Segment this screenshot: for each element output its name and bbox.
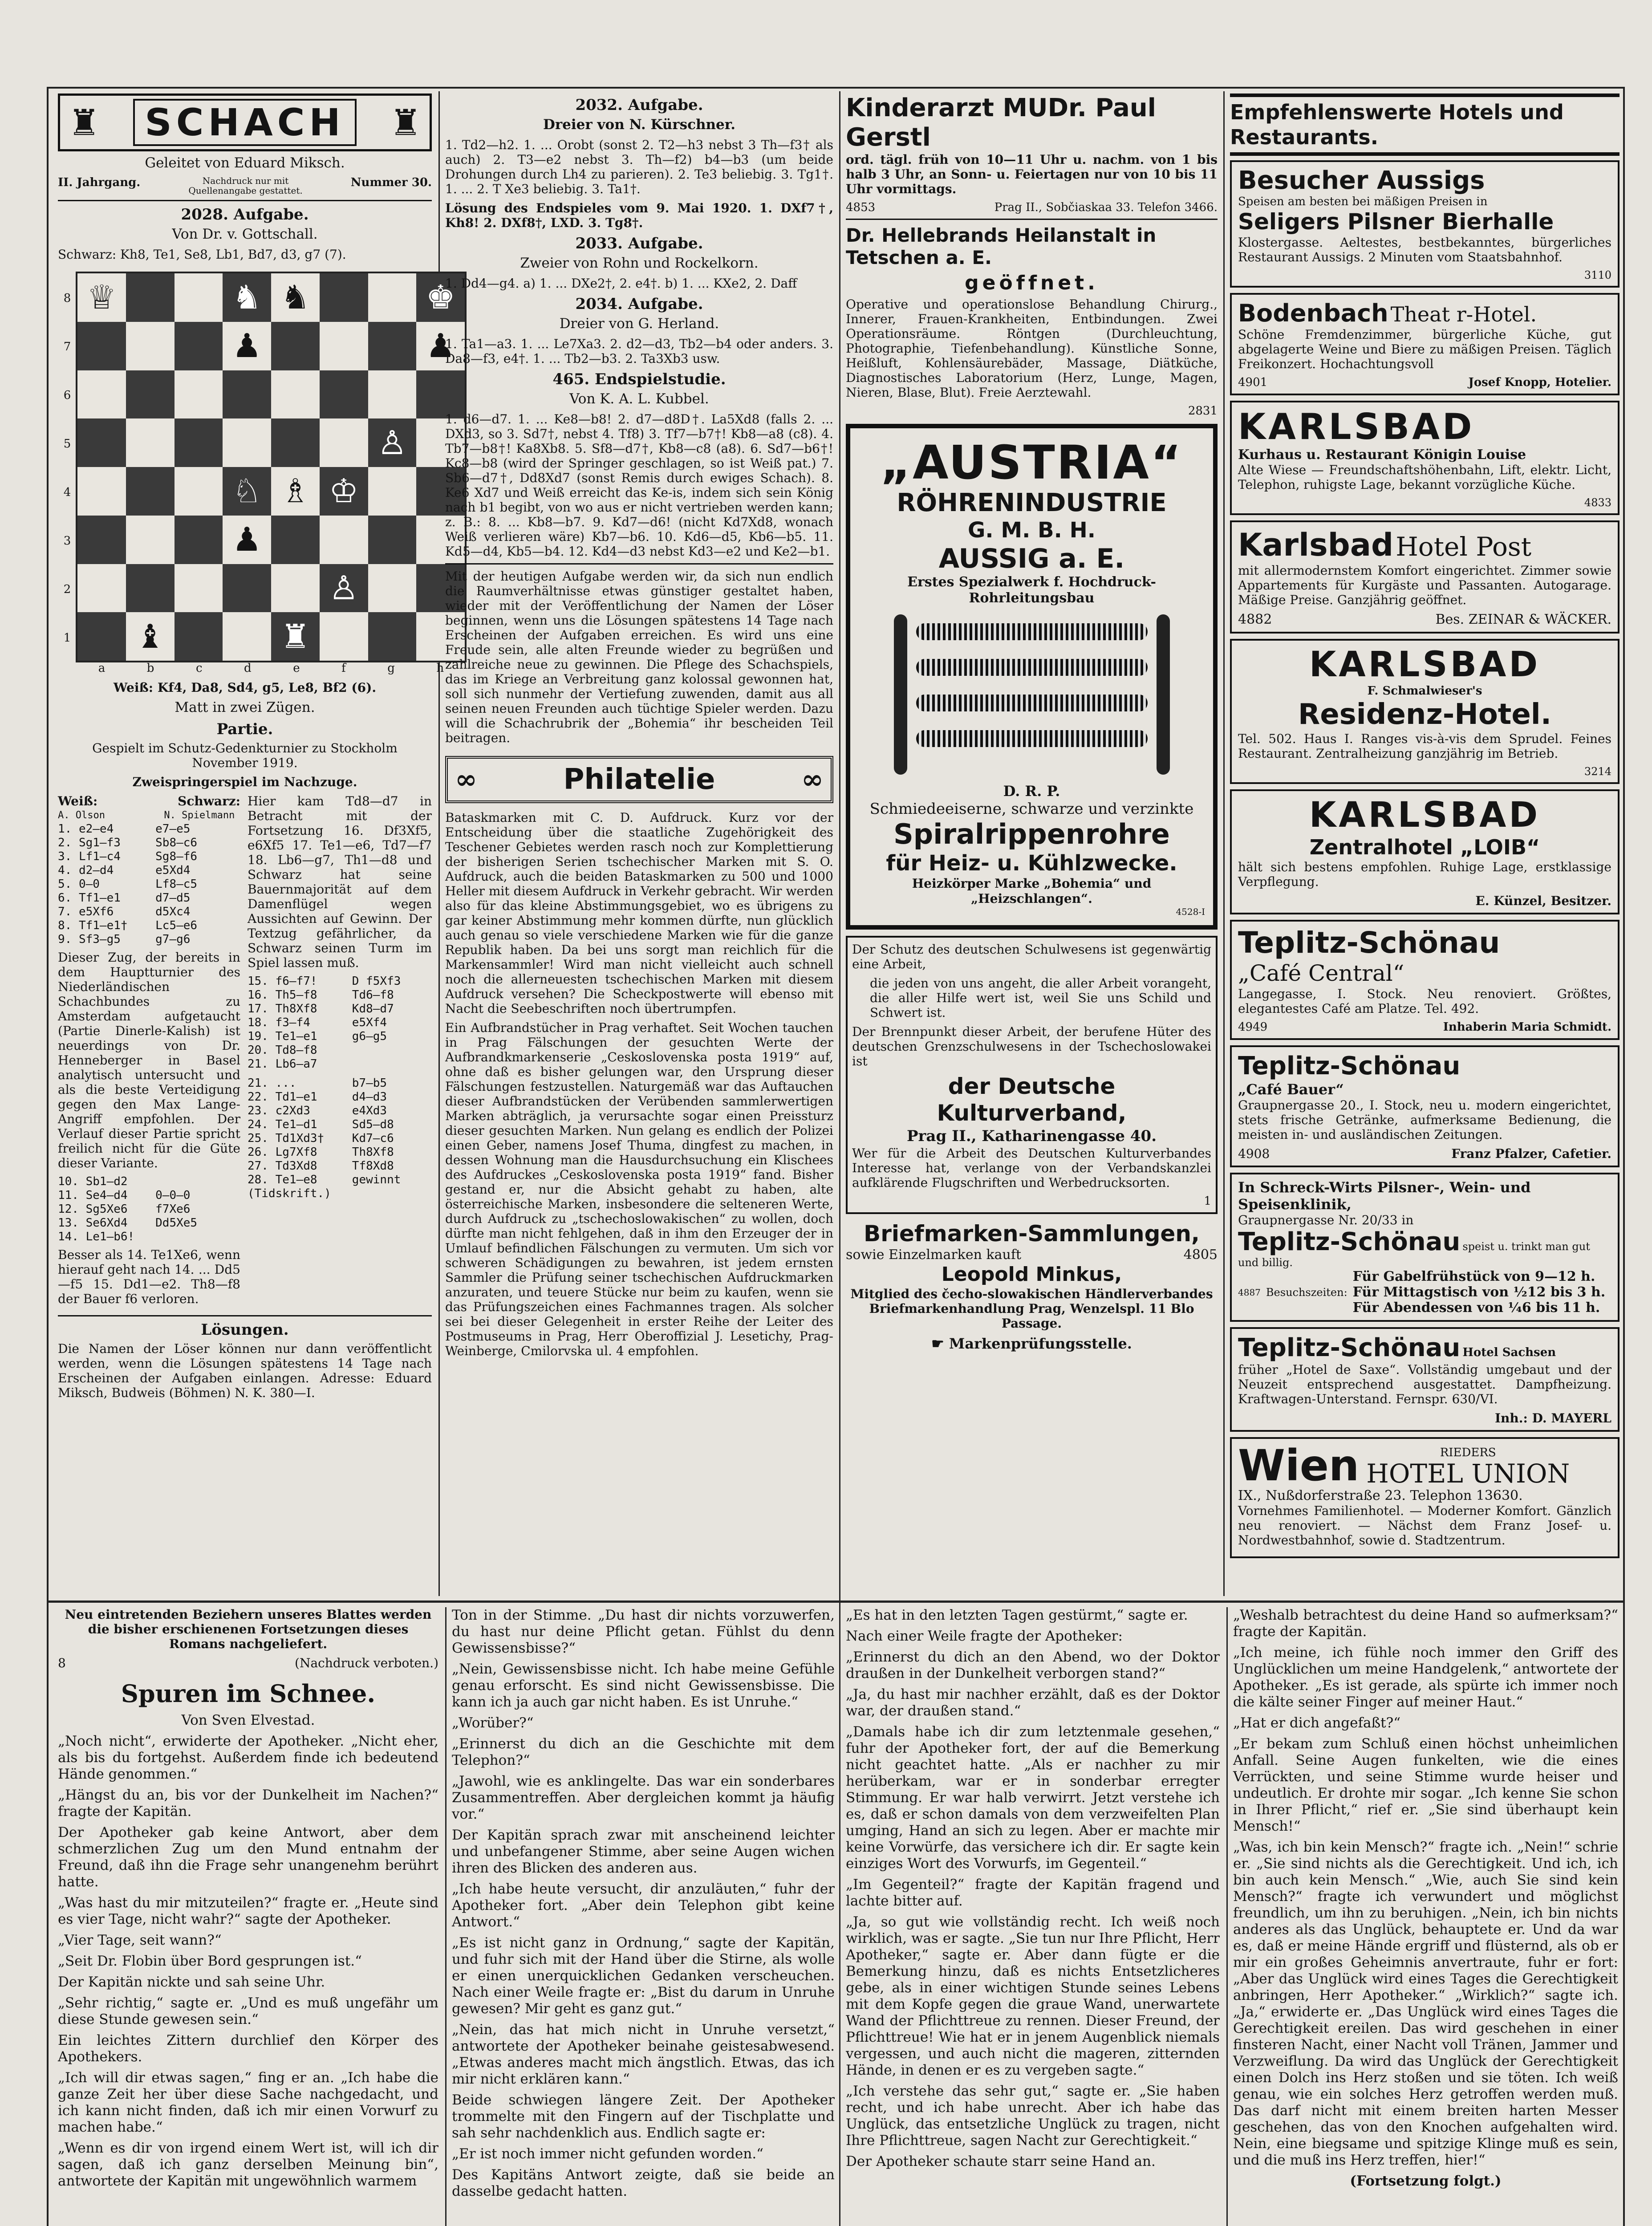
board-square <box>77 612 126 661</box>
board-square <box>126 418 175 467</box>
white-knight-icon: ♘ <box>232 472 262 511</box>
loesungen-text: Die Namen der Löser können nur dann veröffentlicht werden, wenn die Lösungen spätestens 14 Tage nach Erscheinen der Aufgaben einlangen. Adresse: Eduard Miksch, Budweis (Böhmen) N. K. 380—I. <box>58 1341 432 1400</box>
board-square <box>77 467 126 516</box>
rank-label: 5 <box>63 437 71 451</box>
rank-label: 3 <box>63 534 71 548</box>
novel-col-1 <box>58 1607 438 2226</box>
hotel-ad-schreck: In Schreck-Wirts Pilsner-, Wein- und Speisenklinik, Graupnergasse Nr. 20/33 in Teplitz-Schönau speist u. trinkt man gut und billig. 4887 Besuchszeiten: Für Gabelfrühstück von 9—12 h. Für Mittagstisch von ½12 bis 3 h. Für Abendessen von ¼6 bis 11 h. <box>1230 1173 1620 1322</box>
board-square <box>126 370 175 419</box>
partie-columns <box>58 794 432 1311</box>
novel-paragraph: „Ich habe heute versucht, dir anzuläuten,“ fuhr der Apotheker fort. „Aber dein Telephon gibt keine Antwort.“ <box>452 1881 835 1930</box>
problem-title: 2034. Aufgabe. <box>575 295 703 313</box>
novel-paragraph: Der Kapitän sprach zwar mit anscheinend leichter und unbefangener Stimme, aber seine Augen wichen ihren des Blicken des anderen aus. <box>452 1827 835 1876</box>
novel-paragraph: Nach einer Weile fragte der Apotheker: <box>846 1628 1123 1644</box>
novel-paragraph: „Es ist nicht ganz in Ordnung,“ sagte der Kapitän, und fuhr sich mit der Hand über die Stirne, als wolle er einen unerquicklichen Gedanken verscheuchen. Nach einer Weile fragte er: „Bist du darum in Unruhe gewesen? Mir geht es ganz gut.“ <box>452 1935 835 2017</box>
board-square <box>271 564 320 613</box>
partie-note: Besser als 14. Te1Xe6, wenn hierauf geht nach 14. ... Dd5—f5 15. Dd1—e2. Th8—f8 der Bauer f6 verloren. <box>58 1247 240 1306</box>
problem-solution: 1. Ta1—a3. 1. ... Le7Xa3. 2. d2—d3, Tb2—b4 oder anders. 3. Da8—f3, e4†. 1. ... Tb2—b3. 2. Ta3Xb3 usw. <box>445 337 833 366</box>
board-square <box>271 370 320 419</box>
hotel-ad-karlsbad-louise: KARLSBAD Kurhaus u. Restaurant Königin Louise Alte Wiese — Freundschaftshöhenbahn, Lift, elektr. Licht, Telephon, ruhigste Lage, bekannt vorzügliche Küche. 4833 <box>1230 401 1620 515</box>
white-pawn-icon: ♙ <box>377 423 407 462</box>
novel-paragraph: „Hängst du an, bis vor der Dunkelheit im Nachen?“ fragte der Kapitän. <box>58 1787 438 1820</box>
board-square <box>223 516 271 564</box>
hotel-ad-sachsen: Teplitz-Schönau Hotel Sachsen früher „Hotel de Saxe“. Vollständig umgebaut und der Neuzeit entsprechend ausgestattet. Dampfheizung. Kraftwagen-Unterstand. Fernspr. 630/VI. Inh.: D. MAYERL <box>1230 1327 1620 1432</box>
board-square <box>271 516 320 564</box>
partie-moves: 1. e2—e4 e7—e5 2. Sg1—f3 Sb8—c6 3. Lf1—c4 Sg8—f6 4. d2—d4 e5Xd4 5. 0—0 Lf8—c5 6. Tf1—e1 d7—d5 7. e5Xf6 d5Xc4 8. Tf1—e1† Lc5—e6 9. Sf3—g5 g7—g6 <box>58 822 198 946</box>
board-square <box>368 467 417 516</box>
novel-paragraph: „Er ist noch immer nicht gefunden worden.“ <box>452 2146 764 2162</box>
board-square <box>320 564 368 613</box>
black-pawn-icon: ♟ <box>426 327 455 366</box>
novel-paragraph: „Was hast du mir mitzuteilen?“ fragte er. „Heute sind es vier Tage, nicht wahr?“ sagte der Apotheker. <box>58 1895 438 1927</box>
novel-col-4 <box>1233 1607 1618 2226</box>
novel-paragraph: „Hat er dich angefaßt?“ <box>1233 1715 1401 1731</box>
feuilleton-divider <box>47 1600 1625 1603</box>
novel-notice: Neu eintretenden Beziehern unseres Blattes werden die bisher erschienenen Fortsetzungen dieses Romans nachgeliefert. <box>65 1607 432 1651</box>
black-bishop-icon: ♝ <box>135 617 165 656</box>
partie-moves: 15. f6—f7! D f5Xf3 16. Th5—f8 Td6—f8 17. Th8Xf8 Kd8—d7 18. f3—f4 e5Xf4 19. Te1—e1 g6—g5 20. Td8—f8 21. Lb6—a7 <box>248 975 401 1071</box>
board-square <box>271 612 320 661</box>
outer-frame-left <box>47 87 49 2226</box>
rook-icon: ♜ <box>68 102 100 143</box>
novel-paragraph: „Vier Tage, seit wann?“ <box>58 1932 222 1948</box>
white-pawn-icon: ♙ <box>329 569 359 607</box>
divider <box>58 200 432 201</box>
outer-frame-right <box>1623 87 1625 2226</box>
board-square <box>126 564 175 613</box>
divider <box>846 219 1218 220</box>
divider <box>445 563 833 565</box>
hotels-header: Empfehlenswerte Hotels und Restaurants. <box>1230 93 1620 156</box>
novel-paragraph: „Ich will dir etwas sagen,“ fing er an. „Ich habe die ganze Zeit her über diese Sache nachgedacht, und ich kann nicht finden, daß ich mir einen Vorwurf zu machen habe.“ <box>58 2070 438 2135</box>
hotel-ad-aussig: Besucher Aussigs Speisen am besten bei mäßigen Preisen in Seligers Pilsner Bierhalle Klostergasse. Aeltestes, bestbekanntes, bürgerliches Restaurant Aussigs. 2 Minuten vom Staatsbahnhof. 3110 <box>1230 160 1620 288</box>
hotel-ad-cafe-central: Teplitz-Schönau „Café Central“ Langegasse, I. Stock. Neu renoviert. Größtes, elegantestes Café am Platze. Tel. 492. 4949 Inhaberin Maria Schmidt. <box>1230 920 1620 1040</box>
novel-paragraph: „Ja, so gut wie vollständig recht. Ich weiß noch wirklich, was er sagte. „Sie tun nur Ihre Pflicht, Herr Apotheker,“ sagte er. Aber dann fügte er die Bemerkung hinzu, daß es nichts Entsetzlicheres gebe, als in einer wichtigen Stunde seines Lebens mit dem Kopfe gegen die graue Wand, unerwartete Wand der Pflichttreue zu rennen. Dieser Freund, der Pflichttreue! Wie hat er in jenem Augenblick niemals vergessen, und auch nicht die mageren, zitternden Hände, in denen er es zu vergeben sagte.“ <box>846 1914 1220 2078</box>
novel-col-2 <box>452 1607 835 2226</box>
board-square <box>77 418 126 467</box>
hotel-ad-cafe-bauer: Teplitz-Schönau „Café Bauer“ Graupnergasse 20., I. Stock, neu u. modern eingerichtet, stets frische Getränke, aufmerksame Bedienung, die meisten in- und ausländischen Zeitungen. 4908 Franz Pfalzer, Cafetier. <box>1230 1045 1620 1167</box>
austria-ad: „AUSTRIA“ RÖHRENINDUSTRIE G. M. B. H. AUSSIG a. E. Erstes Spezialwerk f. Hochdruck-Rohrleitungsbau D. R. P. Schmiedeeiserne, schwarze und verzinkte Spiralrippenrohre für Heiz- u. Kühlzwecke. Heizkörper Marke „Bohemia“ und „Heizschlangen“. 4528-I <box>846 424 1218 930</box>
novel-paragraph: „Jawohl, wie es anklingelte. Das war ein sonderbares Zusammentreffen. Aber dergleichen kommt ja häufig vor.“ <box>452 1773 835 1822</box>
problem-solution: 1. Td2—h2. 1. ... Orobt (sonst 2. T2—h3 nebst 3 Th—f3† als auch) 2. T3—e2 nebst 3. Th—f2) b4—b3 (um beide Drohungen durch Lh4 zu parieren). 2. Te3 beliebig. 3. Tg1†. 1. ... 2. T Xe3 beliebig. 3. Ta1†. <box>445 138 833 196</box>
philatelie-heading: ∞ Philatelie ∞ <box>445 756 833 803</box>
novel-paragraph: „Noch nicht“, erwiderte der Apotheker. „Nicht eher, als bis du fortgehst. Außerdem finde ich bedeutend Hände genommen.“ <box>58 1733 438 1782</box>
partie-header: Weiß: Schwarz: <box>58 794 240 808</box>
board-square <box>368 418 417 467</box>
board-square <box>368 322 417 370</box>
rank-label: 1 <box>63 631 71 645</box>
white-bishop-icon: ♗ <box>280 472 310 511</box>
column-divider-2 <box>839 91 840 2226</box>
novel-paragraph: „Worüber?“ <box>452 1715 534 1731</box>
pointing-hand-icon: ☛ <box>931 1335 944 1352</box>
ads-column <box>846 93 1218 1598</box>
rank-label: 4 <box>63 486 71 499</box>
partie-players: A. Olson N. Spielmann <box>58 810 235 821</box>
board-square <box>223 273 271 322</box>
partie-opening: Zweispringerspiel im Nachzuge. <box>132 775 357 789</box>
chess-column <box>58 93 455 1598</box>
file-labels: a b c d e f g h <box>98 662 444 675</box>
board-square <box>77 370 126 419</box>
novel-paragraph: Des Kapitäns Antwort zeigte, daß sie beide an dasselbe gedacht hatten. <box>452 2167 835 2199</box>
novel-paragraph: „Nein, das hat mich nicht in Unruhe versetzt,“ antwortete der Apotheker beinahe geistesabwesend. „Etwas anderes macht mich ängstlich. Etwas, das ich mir nicht erklären kann.“ <box>452 2022 835 2087</box>
board-square <box>223 467 271 516</box>
hellebrand-ad: Dr. Hellebrands Heilanstalt in Tetschen a. E. geöffnet. Operative und operationslose Behandlung Chirurg., Innerer, Frauen-Krankheiten, Entbindungen. Zwei Operationsräume. Röntgen (Durchleuchtung, Photographie, Tiefenbehandlung). Künstliche Sonne, Heißluft, Kohlensäurebäder, Massage, Diätküche, Diagnostisches Laboratorium (Herz, Lunge, Magen, Nieren, Blase, Blut). Freie Aerztewahl. 2831 <box>846 224 1218 418</box>
problem-solution: 1. Dd4—g4. a) 1. ... DXe2†, 2. e4†. b) 1. ... KXe2, 2. Daff <box>445 276 797 291</box>
column-divider-3 <box>1223 91 1225 1596</box>
problem-author: Zweier von Rohn und Rockelkorn. <box>520 255 759 271</box>
novel-paragraph: „Sehr richtig,“ sagte er. „Und es muß ungefähr um diese Stunde gewesen sein.“ <box>58 1995 438 2027</box>
white-queen-icon: ♕ <box>87 278 117 317</box>
radiator-illustration <box>876 614 1188 775</box>
board-square <box>77 322 126 370</box>
problem-white-position: Weiß: Kf4, Da8, Sd4, g5, Le8, Bf2 (6). <box>113 680 377 695</box>
outer-frame-top <box>47 87 1625 89</box>
novel-paragraph: Ein leichtes Zittern durchlief den Körper des Apothekers. <box>58 2032 438 2065</box>
board-square <box>368 370 417 419</box>
board-square <box>175 516 223 564</box>
problem-author: Von Dr. v. Gottschall. <box>172 226 318 242</box>
problem-title: 2033. Aufgabe. <box>575 235 703 252</box>
chess-board <box>76 272 467 662</box>
problem-black-position: Schwarz: Kh8, Te1, Se8, Lb1, Bd7, d3, g7 (7). <box>58 247 346 262</box>
board-square <box>320 467 368 516</box>
novel-paragraph: „Weshalb betrachtest du deine Hand so aufmerksam?“ fragte der Kapitän. <box>1233 1607 1618 1640</box>
black-pawn-icon: ♟ <box>232 520 262 559</box>
board-square <box>223 370 271 419</box>
novel-paragraph: Ton in der Stimme. „Du hast dir nichts vorzuwerfen, du hast nur deine Pflicht getan. Fühlst du denn Gewissensbisse?“ <box>452 1607 835 1656</box>
partie-left <box>58 794 240 1311</box>
novel-paragraph: „Ich verstehe das sehr gut,“ sagte er. „Sie haben recht, und ich habe unrecht. Aber ich habe das Unglück, das entsetzliche Unglück zu tragen, nicht Ihre Pflichttreue, sagen Nacht zur Gerechtigkeit.“ <box>846 2083 1220 2149</box>
white-king-icon: ♔ <box>329 472 359 511</box>
problem-title: 2028. Aufgabe. <box>181 206 309 223</box>
novel-divider-2 <box>1226 1607 1228 2226</box>
kinderarzt-title: Kinderarzt MUDr. Paul Gerstl <box>846 93 1156 152</box>
board-square <box>126 467 175 516</box>
board-square <box>175 322 223 370</box>
divider <box>58 1315 432 1316</box>
board-square <box>175 370 223 419</box>
infinity-icon: ∞ <box>801 764 824 795</box>
board-square <box>126 516 175 564</box>
board-square <box>126 612 175 661</box>
hotel-ad-bodenbach: Bodenbach Theat r-Hotel. Schöne Fremdenzimmer, bürgerliche Küche, gut abgelagerte Weine und Biere zu mäßigen Preisen. Täglich Freikonzert. Hochachtungsvoll 4901 Josef Knopp, Hotelier. <box>1230 293 1620 395</box>
black-knight-icon: ♞ <box>280 278 310 317</box>
board-square <box>77 516 126 564</box>
problem-title: 465. Endspielstudie. <box>552 370 726 388</box>
board-square <box>320 370 368 419</box>
problem-author: Dreier von N. Kürschner. <box>543 117 736 133</box>
board-square <box>175 467 223 516</box>
novel-paragraph: „Im Gegenteil?“ fragte der Kapitän fragend und lachte bitter auf. <box>846 1877 1220 1909</box>
hotels-column <box>1230 93 1620 1598</box>
board-square <box>77 564 126 613</box>
board-square <box>126 322 175 370</box>
rank-label: 7 <box>63 340 71 353</box>
board-square <box>175 418 223 467</box>
board-square <box>368 564 417 613</box>
rank-label: 8 <box>63 292 71 305</box>
black-knight-icon: ♞ <box>232 278 262 317</box>
rank-label: 2 <box>63 583 71 596</box>
chess-notice: Mit der heutigen Aufgabe werden wir, da sich nun endlich die Raumverhältnisse etwas günstiger gestaltet haben, wieder mit der Veröffentlichung der Namen der Löser beginnen, wenn uns die Lösungen spätestens 14 Tage nach Erscheinen der Aufgaben erreichen. Es wird uns eine Freude sein, alle alten Freunde wieder zu begrüßen und zahlreiche neue zu gewinnen. Die Pflege des Schachspiels, das im Kriege an Verbreitung ganz kolossal gewonnen hat, soll sich nunmehr der Vertiefung zuwenden, damit aus all seinen neuen Freunden auch tüchtige Spieler werden. Dazu will die Schachrubrik der „Bohemia“ ihr bescheiden Teil beitragen. <box>445 569 833 745</box>
black-king-icon: ♚ <box>426 278 455 317</box>
novel-paragraph: Beide schwiegen längere Zeit. Der Apotheker trommelte mit den Fingern auf der Tischplatte und sah sehr nachdenklich aus. Endlich sagte er: <box>452 2092 835 2141</box>
board-square <box>271 467 320 516</box>
philatelie-article: Bataskmarken mit C. D. Aufdruck. Kurz vor der Entscheidung über die staatliche Zugehörigkeit des Teschener Gebietes werden rasch noch zur Komplettierung der bisherigen Serien tschechischer Marken mit S. O. Aufdruck, auch die beiden Bataskmarken zu 500 und 1000 Heller mit diesem Aufdruck in Verkehr gebracht. Wir werden also für das kleine Abstimmungsgebiet, wo es übrigens zu gar keiner Abstimmung mehr kommen dürfte, nun glücklich auch genau so viele verschiedene Marken wie für die ganze Republik haben. Da bei uns sorgt man reichlich für die Markensammler! Wird man nicht vielleicht auch schnell noch die allerneuesten tschechischen Marken mit diesem Aufdruck versehen? Die Scheckpostwerte will ebenso mit Nacht die Seebeschriften noch übertrumpfen. <box>445 810 833 1016</box>
board-square <box>271 322 320 370</box>
board-square <box>368 273 417 322</box>
board-square <box>223 612 271 661</box>
novel-paragraph: „Damals habe ich dir zum letztenmale gesehen,“ fuhr der Apotheker fort, der auf die Bemerkung nicht geachtet hatte. „Als er nachher zu mir herüberkam, war er in sonderbar erregter Stimmung. Er war halb verwirrt. Jetzt verstehe ich es, daß er schon damals von dem verzweifelten Plan umging, Hand an sich zu legen. Aber er machte mir keine Vorwürfe, das versichere ich dir. Er sagte kein einziges Wort des Vorwurfs, im Gegenteil.“ <box>846 1724 1220 1872</box>
board-square <box>320 418 368 467</box>
novel-paragraph: „Erinnerst du dich an die Geschichte mit dem Telephon?“ <box>452 1736 835 1768</box>
infinity-icon: ∞ <box>455 764 477 795</box>
rank-label: 6 <box>63 389 71 402</box>
novel-col-3 <box>846 1607 1220 2226</box>
novel-paragraph: Der Kapitän nickte und sah seine Uhr. <box>58 1974 325 1990</box>
hotel-ad-karlsbad-loib: KARLSBAD Zentralhotel „LOIB“ hält sich bestens empfohlen. Ruhige Lage, erstklassige Verpflegung. E. Künzel, Besitzer. <box>1230 789 1620 914</box>
partie-note: Hier kam Td8—d7 in Betracht mit der Fortsetzung 16. Df3Xf5, e6Xf5 17. Te1—e6, Td7—f7 18. Lb6—g7, Th1—d8 und Schwarz hat seine Bauernmajorität auf dem Damenflügel wegen Aussichten auf Gewinn. Der Textzug gefährlicher, da Schwarz seinen Turm im Spiel lassen muß. <box>248 794 432 970</box>
board-square <box>368 516 417 564</box>
board-square <box>175 273 223 322</box>
novel-author: Von Sven Elvestad. <box>181 1712 315 1728</box>
board-square <box>223 564 271 613</box>
board-square <box>223 418 271 467</box>
philatelie-article: Ein Aufbrandstücher in Prag verhaftet. Seit Wochen tauchen in Prag Fälschungen der gesuchten Werte der Aufbrandkmarkenserie „Ceskoslovenska posta 1919“ auf, ohne daß es bisher gelungen war, den Ursprung dieser Fälschungen festzustellen. Naturgemäß war das Auftauchen dieser Aufbrandstücken der Verübenden sammlerwertigen Marken abträglich, ja verursachte sogar einen Preissturz dieser gesuchten Marken. Nun gelang es endlich der Polizei einen Geber, namens Josef Thuma, dingfest zu machen, in dessen Wohnung man die Hausdurchsuchung ein Klischees des Aufdruckes „Ceskoslovenska posta 1919“ fand. Bisher gestand er, nur die Absicht gehabt zu haben, alte österreichische Marken, insbesondere die selteneren Werte, durch Aufdruck zu „tschechoslowakischen“ zu wollen, doch dürfte man nicht fehlgehen, daß in ihm den Erzeuger der in Umlauf befindlichen Fälschungen zu vermuten. Um sich vor schweren Schädigungen zu bewahren, ist jedem ernsten Sammler die Prüfung seiner tschechischen Aufdruckmarken anzuraten, und teuere Stücke nur beim zu kaufen, wenn sie das Prüfungszeichen eines Fachmannes tragen. Als solcher sei bei dieser Gelegenheit in erster Reihe der Leiter des Postmuseums in Prag, Herr Oberoffizial J. Lesetichy, Prag-Weinberge, Cmilorvska ul. 4 empfohlen. <box>445 1020 833 1358</box>
novel-paragraph: „Wenn es dir von irgend einem Wert ist, will ich dir sagen, daß ich ganz derselben Meinung bin“, antwortete der Kapitän mit ungewöhnlich warmem <box>58 2140 438 2189</box>
board-square <box>223 322 271 370</box>
board-square <box>320 273 368 322</box>
board-square <box>271 273 320 322</box>
novel-paragraph: Der Apotheker gab keine Antwort, aber dem schmerzlichen Zug um den Mund entnahm der Freund, daß ihn die Frage sehr unangenehm berührt hatte. <box>58 1824 438 1890</box>
novel-paragraph: „Seit Dr. Flobin über Bord gesprungen ist.“ <box>58 1953 362 1969</box>
chess-editor: Geleitet von Eduard Miksch. <box>145 155 345 171</box>
chess-masthead: ♜ SCHACH ♜ <box>58 93 432 151</box>
continuation-note: (Fortsetzung folgt.) <box>1350 2173 1502 2189</box>
novel-paragraph: „Nein, Gewissensbisse nicht. Ich habe meine Gefühle genau erforscht. Es sind nicht Gewissensbisse. Die kann ich ja auch gar nicht haben. Es ist Unruhe.“ <box>452 1661 835 1710</box>
partie-note: Dieser Zug, der bereits in dem Hauptturnier des Niederländischen Schachbundes zu Amsterdam aufgetaucht (Partie Dinerle-Kalish) ist neuerdings von Dr. Henneberger in Basel analytisch untersucht und als die beste Verteidigung gegen den Max Lange-Angriff empfohlen. Der Verlauf dieser Partie spricht freilich nicht für die Güte dieser Variante. <box>58 950 240 1170</box>
board-square <box>320 612 368 661</box>
problem-author: Von K. A. L. Kubbel. <box>569 391 709 407</box>
partie-right <box>248 794 432 1311</box>
partie-subtitle: Gespielt im Schutz-Gedenkturnier zu Stockholm November 1919. <box>92 741 398 770</box>
hotel-ad-karlsbad-residenz: KARLSBAD F. Schmalwieser's Residenz-Hotel. Tel. 502. Haus I. Ranges vis-à-vis dem Sprudel. Feines Restaurant. Zentralheizung ganzjährig im Betrieb. 3214 <box>1230 639 1620 784</box>
novel-paragraph: „Ja, du hast mir nachher erzählt, daß es der Doktor war, der draußen stand.“ <box>846 1686 1220 1719</box>
novel-divider-1 <box>445 1607 446 2226</box>
chess-diagram <box>58 267 481 677</box>
board-square <box>320 322 368 370</box>
novel-paragraph: „Erinnerst du dich an den Abend, wo der Doktor draußen in der Dunkelheit verborgen stand?“ <box>846 1649 1220 1682</box>
problem-title: 2032. Aufgabe. <box>575 96 703 114</box>
rook-icon: ♜ <box>390 102 422 143</box>
endgame-solution: Lösung des Endspieles vom 9. Mai 1920. 1. DXf7†, Kh8! 2. DXf8†, LXD. 3. Tg8†. <box>445 201 833 230</box>
novel-paragraph: „Ich meine, ich fühle noch immer den Griff des Unglücklichen um meine Handgelenk,“ antwortete der Apotheker. „Es ist gerade, als spürte ich immer noch die kälte seiner Finger auf meiner Haut.“ <box>1233 1645 1618 1710</box>
hotel-ad-wien-union: Wien RIEDERS HOTEL UNION IX., Nußdorferstraße 23. Telephon 13630. Vornehmes Familienhotel. — Moderner Komfort. Gänzlich neu renoviert. — Nächst dem Franz Josef- u. Nordwestbahnhof, sowie d. Stadtzentrum. <box>1230 1437 1620 1558</box>
black-pawn-icon: ♟ <box>232 327 262 366</box>
problem-author: Dreier von G. Herland. <box>559 316 719 332</box>
loesungen-title: Lösungen. <box>201 1321 289 1339</box>
kulturverband-ad: Der Schutz des deutschen Schulwesens ist gegenwärtig eine Arbeit, die jeden von uns angeht, die aller Arbeit vorangeht, die aller Hilfe wert ist, weil Sie uns Schild und Schwert ist. Der Brennpunkt dieser Arbeit, der berufene Hüter des deutschen Grenzschulwesens in der Tschechoslowakei ist der Deutsche Kulturverband, Prag II., Katharinengasse 40. Wer für die Arbeit des Deutschen Kulturverbandes Interesse hat, verlange von der Verbandskanzlei aufklärende Flugschriften und Werbedrucksorten. 1 <box>846 936 1218 1214</box>
kinderarzt-ad: Kinderarzt MUDr. Paul Gerstl ord. tägl. früh von 10—11 Uhr u. nachm. von 1 bis halb 3 Uhr, an Sonn- u. Feiertagen nur von 10 bis 11 Uhr vormittags. 4853 Prag II., Sobčiaskaa 33. Telefon 3466. <box>846 93 1218 214</box>
problem-solution: 1. d6—d7. 1. ... Ke8—b8! 2. d7—d8D†. La5Xd8 (falls 2. ... DXd3, so 3. Sd7†, nebst 4. Tf8) 3. Tf7—b7†! Kb8—a8 (c8). 4. Tb7—b8†! Ka8Xb8. 5. Sf8—d7†, Kb8—c8 (a8). 6. Sd7—b6†! Kc8—b8 (wird der Springer geschlagen, so ist Weiß pat.) 7. Sb6—d7†, Dd8Xd7 (sonst Remis durch ewiges Schach). 8. Ke6 Xd7 und Weiß erreicht das Ke-is, indem sich sein König nach b1 begibt, von wo aus er nicht vertrieben werden kann; z. B.: 8. ... Kb8—b7. 9. Kd7—d6! (nicht Kd7Xd8, wonach Weiß verlieren wäre) Kb7—b6. 10. Kd6—d5, Kb6—b5. 11. Kd5—d4, Kb5—b4. 12. Kd4—d3 nebst Kd3—e2 und Ke2—b1. <box>445 412 833 559</box>
board-square <box>271 418 320 467</box>
chess-issue-line: II. Jahrgang. Nachdruck nur mit Quellenangabe gestattet. Nummer 30. <box>58 175 432 196</box>
novel-paragraph: „Er bekam zum Schluß einen höchst unheimlichen Anfall. Seine Augen funkelten, wie die eines Verrückten, und seine Stimme wurde heiser und undeutlich. Er drohte mir sogar. „Ich kenne Sie schon in Ihrer Pflicht,“ rief er. „Sie sind überhaupt kein Mensch!“ <box>1233 1736 1618 1834</box>
board-square <box>175 564 223 613</box>
board-square <box>77 273 126 322</box>
installment-number: 8 <box>58 1656 66 1670</box>
board-square <box>368 612 417 661</box>
hotel-ad-karlsbad-post: Karlsbad Hotel Post mit allermodernstem Komfort eingerichtet. Zimmer sowie Appartements für Kurgäste und Passanten. Autogarage. Mäßige Preise. Ganzjährig geöffnet. 4882 Bes. ZEINAR & WÄCKER. <box>1230 520 1620 634</box>
board-square <box>126 273 175 322</box>
partie-title: Partie. <box>216 720 273 738</box>
novel-title: Spuren im Schnee. <box>121 1679 376 1708</box>
partie-moves: 21. ... b7—b5 22. Td1—e1 d4—d3 23. c2Xd3 e4Xd3 24. Te1—d1 Sd5—d8 25. Td1Xd3† Kd7—c6 26. Lg7Xf8 Th8Xf8 27. Td3Xd8 Tf8Xd8 28. Te1—e8 gewinnt (Tidskrift.) <box>248 1076 401 1200</box>
board-square <box>175 612 223 661</box>
novel-paragraph: Der Apotheker schaute starr seine Hand an. <box>846 2153 1156 2169</box>
novel-paragraph: „Was, ich bin kein Mensch?“ fragte ich. „Nein!“ schrie er. „Sie sind nichts als die Gerechtigkeit. Und ich, ich bin auch kein Mensch.“ „Wie, auch Sie sind kein Mensch?“ fragte ich verwundert und möglichst freundlich, um ihn zu beruhigen. „Nein, ich bin nichts anderes als das Unglück, behauptete er. Und da war es, daß er meine Hände ergriff und flüsternd, als ob er mir ein großes Geheimnis anvertraute, fuhr er fort: „Aber das Unglück wird eines Tages die Gerechtigkeit anbringen, Herr Apotheker.“ „Wirklich?“ sagte ich. „Ja,“ erwiderte er. „Das Unglück wird eines Tages die Gerechtigkeit ereilen. Das wird geschehen in einer finsteren Nacht, einer Nacht voll Tränen, Jammer und Verzweiflung. Da wird das Unglück der Gerechtigkeit einen Dolch ins Herz stoßen und sie töten. Ich weiß genau, wie ein solches Herz getroffen werden muß. Das darf nicht mit einem breiten harten Messer geschehen, das von den Knochen aufgehalten wird. Nein, eine biegsame und spitzige Klinge muß es sein, und die muß ins Herz treffen, hier!“ <box>1233 1839 1618 2168</box>
briefmarken-ad: Briefmarken-Sammlungen, sowie Einzelmarken kauft 4805 Leopold Minkus, Mitglied des čecho-slowakischen Händlerverbandes Briefmarkenhandlung Prag, Wenzelspl. 11 Blo Passage. ☛ Markenprüfungsstelle. <box>846 1221 1218 1352</box>
partie-moves: 10. Sb1—d2 11. Se4—d4 0—0—0 12. Sg5Xe6 f7Xe6 13. Se6Xd4 Dd5Xe5 14. Le1—b6! <box>58 1175 198 1243</box>
problems-column <box>445 93 833 1598</box>
board-square <box>320 516 368 564</box>
problem-mate: Matt in zwei Zügen. <box>175 699 315 715</box>
reprint-notice: (Nachdruck verboten.) <box>295 1656 438 1670</box>
kinderarzt-footer: 4853 Prag II., Sobčiaskaa 33. Telefon 3466. <box>846 201 1218 214</box>
novel-paragraph: „Es hat in den letzten Tagen gestürmt,“ sagte er. <box>846 1607 1188 1623</box>
black-rook-icon: ♜ <box>280 617 310 656</box>
